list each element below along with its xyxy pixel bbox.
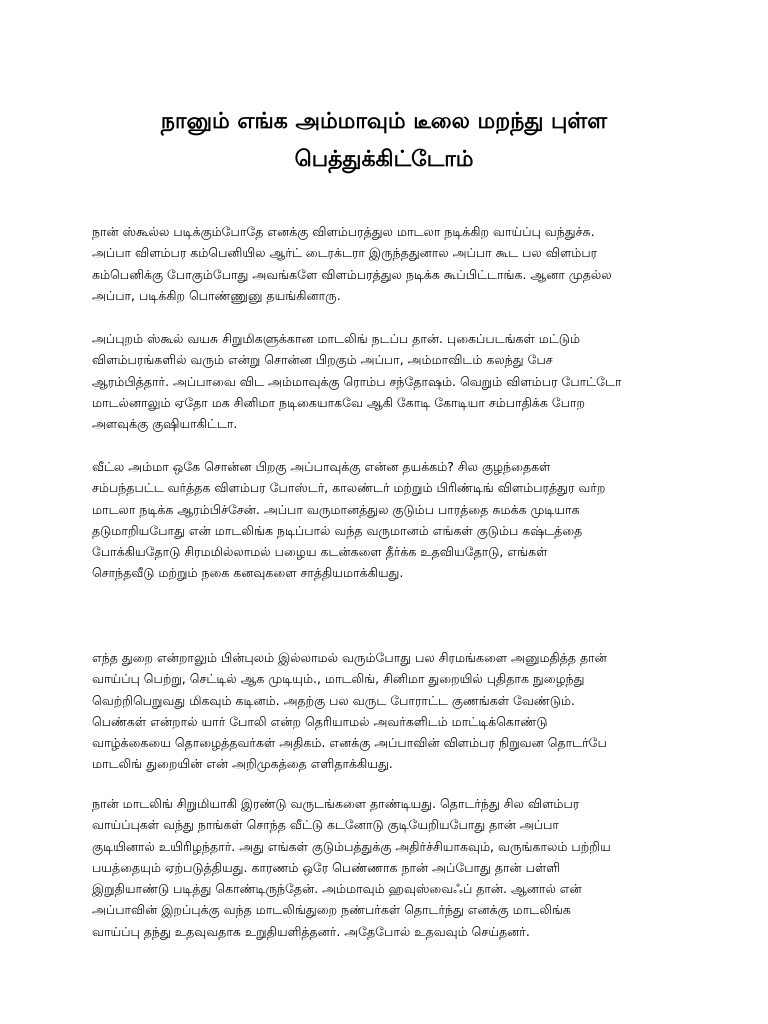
paragraph-line: வாய்ப்புகள் வந்து நாங்கள் சொந்த வீட்டு கடனோடு குடியேறியபோது தான் அப்பா: [92, 817, 559, 833]
paragraph-line: வாழ்க்கையை தொழைத்தவர்கள் அதிகம். எனக்கு அப்பாவின் விளம்பர நிறுவன தொடர்பே: [92, 735, 607, 751]
paragraph-3: [92, 456, 692, 584]
paragraph-line: போக்கியதோடு சிரமமில்லாமல் பழைய கடன்களை தீர்க்க உதவியதோடு, எங்கள்: [92, 544, 548, 560]
paragraph-line: வீட்ல அம்மா ஒகே சொன்ன பிறகு அப்பாவுக்கு என்ன தயக்கம்? சில குழந்தைகள்: [92, 459, 551, 474]
paragraph-1: [92, 221, 692, 306]
paragraph-line: நான் ஸ்கூல்ல படிக்கும்போதே எனக்கு விளம்பரத்துல மாடலா நடிக்கிற வாய்ப்பு வந்துச்சு.: [92, 224, 595, 239]
paragraph-line: பெண்கள் என்றால் யார் போலி என்ற தெரியாமல் அவர்களிடம் மாட்டிக்கொண்டு: [92, 713, 548, 729]
paragraph-line: அப்புறம் ஸ்கூல் வயசு சிறுமிகளுக்கான மாடலிங் நடப்ப தான். புகைப்படங்கள் மட்டும்: [92, 331, 581, 346]
paragraph-line: அப்பாவின் இறப்புக்கு வந்த மாடலிங்துறை நண்பர்கள் தொடர்ந்து எனக்கு மாடலிங்க: [92, 902, 571, 918]
paragraph-line: எந்த துறை என்றாலும் பின்புலம் இல்லாமல் வரும்போது பல சிரமங்களை அனுமதித்த தான்: [92, 650, 607, 665]
paragraph-4: [92, 647, 692, 775]
paragraph-5: [92, 793, 692, 942]
paragraph-line: சம்பந்தபட்ட வர்த்தக விளம்பர போஸ்டர், காலண்டர் மற்றும் பிரிண்டிங் விளம்பரத்துர வர்ற: [92, 480, 606, 496]
paragraph-line: கம்பெனிக்கு போகும்போது அவங்களே விளம்பரத்துல நடிக்க கூப்பிட்டாங்க. ஆனா முதல்ல: [92, 266, 612, 282]
paragraph-line: நான் மாடலிங் சிறுமியாகி இரண்டு வருடங்களை தாண்டியது. தொடர்ந்து சில விளம்பர: [92, 796, 580, 811]
paragraph-line: வாய்ப்பு தந்து உதவுவதாக உறுதியளித்தனர். அதேபோல் உதவவும் செய்தனர்.: [92, 923, 530, 939]
paragraph-line: குடியினால் உயிரிழந்தார். அது எங்கள் குடும்பத்துக்கு அதிர்ச்சியாகவும், வருங்காலம் பற்றிய: [92, 838, 611, 854]
paragraph-line: மாடல்னாலும் ஏதோ மக சினிமா நடிகையாகவே ஆகி கோடி கோடியா சம்பாதிக்க போற: [92, 394, 586, 410]
paragraph-line: அப்பா விளம்பர கம்பெனியில ஆர்ட் டைரக்டரா இருந்ததுனால அப்பா கூட பல விளம்பர: [92, 245, 598, 261]
paragraph-line: மாடலிங் துறையின் என் அறிமுகத்தை எளிதாக்கியது.: [92, 756, 393, 772]
paragraph-line: தடுமாறியபோது என் மாடலிங்க நடிப்பால் வந்த வருமானம் எங்கள் குடும்ப கஷ்டத்தை: [92, 522, 583, 538]
paragraph-line: வாய்ப்பு பெற்று, செட்டில் ஆக முடியும்., மாடலிங், சினிமா துறையில் புதிதாக நுழைந்து: [92, 671, 585, 687]
paragraph-2: [92, 328, 692, 434]
paragraph-line: சொந்தவீடு மற்றும் நகை கனவுகளை சாத்தியமாக்கியது.: [92, 565, 404, 581]
paragraph-line: வெற்றிபெறுவது மிகவும் கடினம். அதற்கு பல வருட போராட்ட குணங்கள் வேண்டும்.: [92, 692, 575, 708]
document-title-line-2: பெத்துக்கிட்டோம்: [294, 147, 474, 172]
paragraph-line: இறுதியாண்டு படித்து கொண்டிருந்தேன். அம்மாவும் ஹவுஸ்வைஃப் தான். ஆனால் என்: [92, 881, 582, 897]
paragraph-line: அப்பா, படிக்கிற பொண்ணுனு தயங்கினாரு.: [92, 287, 341, 303]
paragraph-line: விளம்பரங்களில் வரும் என்று சொன்ன பிறகும் அப்பா, அம்மாவிடம் கலந்து பேச: [92, 352, 553, 368]
paragraph-line: அளவுக்கு குஷியாகிட்டா.: [92, 416, 238, 432]
document-title-line-1: நானும் எங்க அம்மாவும் டீலை மறந்து புள்ள: [160, 109, 608, 134]
paragraph-line: மாடலா நடிக்க ஆரம்பிச்சேன். அப்பா வருமானத்துல குடும்ப பாரத்தை சுமக்க முடியாக: [92, 501, 580, 517]
paragraph-line: ஆரம்பித்தார். அப்பாவை விட அம்மாவுக்கு ரொம்ப சந்தோஷம். வெறும் விளம்பர போட்டோ: [92, 373, 622, 389]
paragraph-line: பயத்தையும் ஏற்படுத்தியது. காரணம் ஒரே பெண்ணாக நான் அப்போது தான் பள்ளி: [92, 859, 561, 875]
